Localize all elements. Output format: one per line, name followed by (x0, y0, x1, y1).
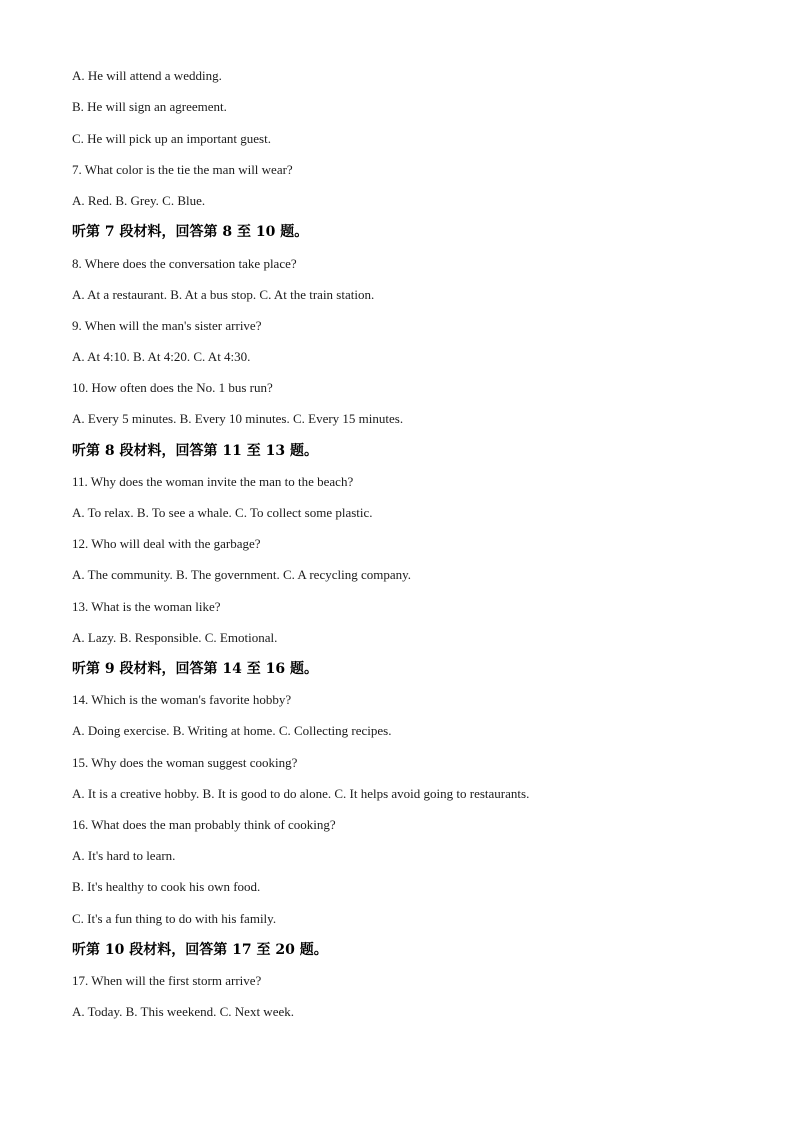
answer-options: B. He will sign an agreement. (72, 99, 227, 114)
section-heading: 听第 7 段材料，回答第 8 至 10 题。 (72, 224, 309, 240)
question-text: 12. Who will deal with the garbage? (72, 536, 261, 551)
section-heading: 听第 9 段材料，回答第 14 至 16 题。 (72, 661, 318, 677)
question-text: 7. What color is the tie the man will wear? (72, 162, 293, 177)
question-text: 8. Where does the conversation take place? (72, 256, 297, 271)
answer-options: A. Lazy. B. Responsible. C. Emotional. (72, 630, 278, 645)
answer-options: A. Every 5 minutes. B. Every 10 minutes. C. Every 15 minutes. (72, 411, 404, 426)
answer-options: A. Today. B. This weekend. C. Next week. (72, 1004, 294, 1019)
answer-options: C. It's a fun thing to do with his family. (72, 911, 277, 926)
answer-options: A. Doing exercise. B. Writing at home. C. Collecting recipes. (72, 723, 392, 738)
answer-options: A. At 4:10. B. At 4:20. C. At 4:30. (72, 349, 251, 364)
question-text: 16. What does the man probably think of cooking? (72, 817, 336, 832)
question-text: 13. What is the woman like? (72, 599, 221, 614)
answer-options: A. The community. B. The government. C. A recycling company. (72, 567, 412, 582)
answer-options: C. He will pick up an important guest. (72, 131, 271, 146)
question-text: 15. Why does the woman suggest cooking? (72, 755, 298, 770)
question-text: 11. Why does the woman invite the man to the beach? (72, 474, 354, 489)
answer-options: B. It's healthy to cook his own food. (72, 879, 261, 894)
answer-options: A. He will attend a wedding. (72, 68, 222, 83)
answer-options: A. At a restaurant. B. At a bus stop. C. At the train station. (72, 287, 375, 302)
answer-options: A. It is a creative hobby. B. It is good to do alone. C. It helps avoid going to restaurants. (72, 786, 530, 801)
question-text: 14. Which is the woman's favorite hobby? (72, 692, 292, 707)
section-heading: 听第 8 段材料，回答第 11 至 13 题。 (72, 443, 318, 459)
question-text: 9. When will the man's sister arrive? (72, 318, 262, 333)
question-text: 17. When will the first storm arrive? (72, 973, 262, 988)
section-heading: 听第 10 段材料，回答第 17 至 20 题。 (72, 942, 328, 958)
question-text: 10. How often does the No. 1 bus run? (72, 380, 273, 395)
answer-options: A. To relax. B. To see a whale. C. To collect some plastic. (72, 505, 373, 520)
answer-options: A. It's hard to learn. (72, 848, 176, 863)
answer-options: A. Red. B. Grey. C. Blue. (72, 193, 206, 208)
